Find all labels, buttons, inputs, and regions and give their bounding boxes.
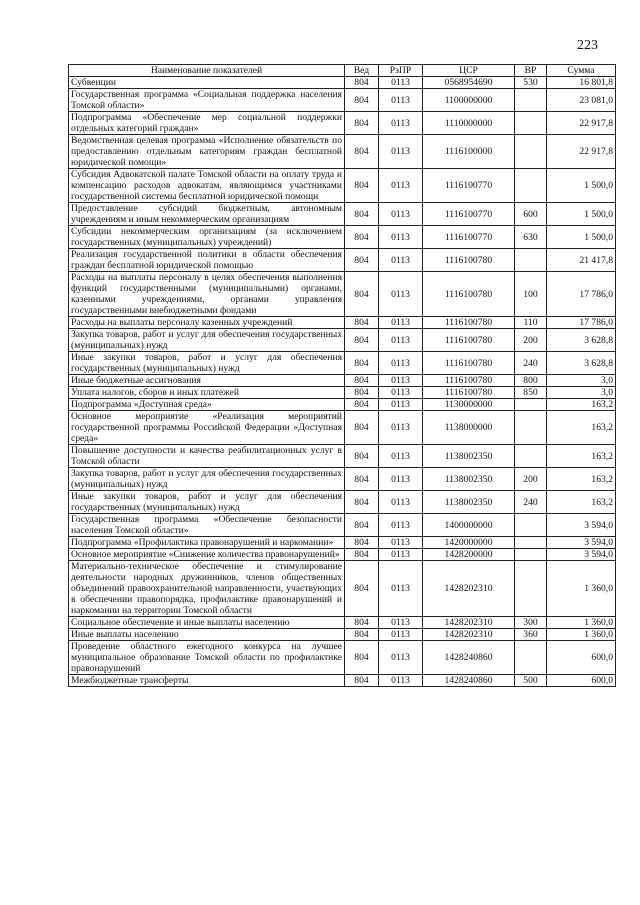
- cell-rzpr: 0113: [379, 375, 423, 387]
- table-row: [69, 629, 616, 641]
- cell-rzpr: 0113: [379, 491, 423, 514]
- cell-sum: 1 360,0: [547, 629, 616, 641]
- cell-name: Повышение доступности и качества реабилитационных услуг в Томской области: [69, 445, 345, 468]
- cell-vr: [515, 537, 547, 549]
- table-row: [69, 641, 616, 675]
- cell-ved: 804: [345, 89, 379, 112]
- cell-csr: 1428240860: [423, 675, 515, 687]
- cell-vr: 240: [515, 352, 547, 375]
- table-row: [69, 203, 616, 226]
- cell-sum: 1 360,0: [547, 617, 616, 629]
- table-row: [69, 411, 616, 445]
- table-row: [69, 317, 616, 329]
- budget-table: [68, 64, 616, 687]
- cell-vr: 360: [515, 629, 547, 641]
- header-ved: Вед: [345, 65, 379, 77]
- cell-name: Расходы на выплаты персоналу казенных учреждений: [69, 317, 345, 329]
- cell-ved: 804: [345, 491, 379, 514]
- cell-rzpr: 0113: [379, 675, 423, 687]
- cell-rzpr: 0113: [379, 226, 423, 249]
- header-rzpr: РзПР: [379, 65, 423, 77]
- cell-name: Иные бюджетные ассигнования: [69, 375, 345, 387]
- cell-rzpr: 0113: [379, 352, 423, 375]
- cell-csr: 1100000000: [423, 89, 515, 112]
- cell-csr: 1116100780: [423, 272, 515, 317]
- header-vr: ВР: [515, 65, 547, 77]
- cell-rzpr: 0113: [379, 411, 423, 445]
- cell-sum: 17 786,0: [547, 272, 616, 317]
- cell-csr: 1138002350: [423, 445, 515, 468]
- cell-sum: 3 594,0: [547, 549, 616, 561]
- header-csr: ЦСР: [423, 65, 515, 77]
- cell-sum: 1 500,0: [547, 203, 616, 226]
- cell-vr: 850: [515, 387, 547, 399]
- cell-name: Иные закупки товаров, работ и услуг для обеспечения государственных (муниципальных) нужд: [69, 352, 345, 375]
- table-row: [69, 169, 616, 203]
- cell-csr: 1110000000: [423, 112, 515, 135]
- cell-vr: 240: [515, 491, 547, 514]
- table-row: [69, 491, 616, 514]
- cell-csr: 1116100770: [423, 169, 515, 203]
- cell-vr: 800: [515, 375, 547, 387]
- cell-rzpr: 0113: [379, 561, 423, 617]
- table-row: [69, 387, 616, 399]
- cell-name: Межбюджетные трансферты: [69, 675, 345, 687]
- cell-sum: 3,0: [547, 375, 616, 387]
- cell-csr: 1130000000: [423, 399, 515, 411]
- cell-name: Иные выплаты населению: [69, 629, 345, 641]
- cell-csr: 1116100780: [423, 317, 515, 329]
- cell-rzpr: 0113: [379, 629, 423, 641]
- table-row: [69, 561, 616, 617]
- table-row: [69, 675, 616, 687]
- table-row: [69, 89, 616, 112]
- cell-ved: 804: [345, 675, 379, 687]
- cell-vr: [515, 112, 547, 135]
- cell-rzpr: 0113: [379, 537, 423, 549]
- cell-sum: 3 594,0: [547, 537, 616, 549]
- cell-vr: [515, 399, 547, 411]
- table-row: [69, 249, 616, 272]
- cell-ved: 804: [345, 468, 379, 491]
- cell-sum: 163,2: [547, 468, 616, 491]
- cell-sum: 600,0: [547, 675, 616, 687]
- cell-name: Уплата налогов, сборов и иных платежей: [69, 387, 345, 399]
- cell-name: Иные закупки товаров, работ и услуг для обеспечения государственных (муниципальных) нужд: [69, 491, 345, 514]
- table-header-row: [69, 65, 616, 77]
- cell-vr: 500: [515, 675, 547, 687]
- table-row: [69, 617, 616, 629]
- cell-sum: 163,2: [547, 411, 616, 445]
- table-row: [69, 445, 616, 468]
- cell-sum: 163,2: [547, 399, 616, 411]
- cell-vr: 100: [515, 272, 547, 317]
- cell-vr: [515, 411, 547, 445]
- cell-rzpr: 0113: [379, 203, 423, 226]
- table-row: [69, 352, 616, 375]
- cell-vr: 530: [515, 77, 547, 89]
- cell-name: Подпрограмма «Профилактика правонарушений и наркомании»: [69, 537, 345, 549]
- cell-csr: 1116100770: [423, 203, 515, 226]
- cell-vr: [515, 89, 547, 112]
- cell-ved: 804: [345, 352, 379, 375]
- cell-vr: 110: [515, 317, 547, 329]
- cell-ved: 804: [345, 169, 379, 203]
- cell-ved: 804: [345, 317, 379, 329]
- cell-vr: 600: [515, 203, 547, 226]
- cell-csr: 1428200000: [423, 549, 515, 561]
- cell-sum: 600,0: [547, 641, 616, 675]
- cell-csr: 0568954690: [423, 77, 515, 89]
- cell-ved: 804: [345, 561, 379, 617]
- cell-csr: 1116100780: [423, 249, 515, 272]
- cell-csr: 1428202310: [423, 617, 515, 629]
- cell-csr: 1116100770: [423, 226, 515, 249]
- cell-vr: [515, 249, 547, 272]
- table-row: [69, 514, 616, 537]
- cell-name: Реализация государственной политики в области обеспечения граждан бесплатной юридической помощью: [69, 249, 345, 272]
- cell-sum: 22 917,8: [547, 135, 616, 169]
- cell-rzpr: 0113: [379, 169, 423, 203]
- table-row: [69, 112, 616, 135]
- cell-ved: 804: [345, 411, 379, 445]
- cell-name: Государственная программа «Социальная поддержка населения Томской области»: [69, 89, 345, 112]
- header-sum: Сумма: [547, 65, 616, 77]
- cell-ved: 804: [345, 226, 379, 249]
- cell-vr: [515, 514, 547, 537]
- cell-name: Проведение областного ежегодного конкурса на лучшее муниципальное образование Томской области по профилактике правонарушений: [69, 641, 345, 675]
- table-row: [69, 77, 616, 89]
- cell-rzpr: 0113: [379, 135, 423, 169]
- cell-name: Субсидии некоммерческим организациям (за исключением государственных (муниципальных) учреждений): [69, 226, 345, 249]
- cell-csr: 1116100000: [423, 135, 515, 169]
- cell-rzpr: 0113: [379, 329, 423, 352]
- cell-ved: 804: [345, 617, 379, 629]
- cell-name: Подпрограмма «Доступная среда»: [69, 399, 345, 411]
- cell-csr: 1400000000: [423, 514, 515, 537]
- cell-csr: 1116100780: [423, 387, 515, 399]
- cell-name: Материально-техническое обеспечение и стимулирование деятельности народных дружинников, членов общественных объединений правоохранительной направленности, участвующих в обеспечении правопорядка, профилактике правонарушений и наркомании на территории Томской области: [69, 561, 345, 617]
- cell-csr: 1428202310: [423, 561, 515, 617]
- cell-csr: 1138000000: [423, 411, 515, 445]
- cell-rzpr: 0113: [379, 317, 423, 329]
- cell-name: Ведомственная целевая программа «Исполнение обязательств по предоставлению отдельным категориям граждан бесплатной юридической помощи»: [69, 135, 345, 169]
- cell-vr: [515, 135, 547, 169]
- cell-ved: 804: [345, 249, 379, 272]
- cell-csr: 1116100780: [423, 375, 515, 387]
- cell-name: Субвенции: [69, 77, 345, 89]
- cell-vr: [515, 169, 547, 203]
- cell-ved: 804: [345, 514, 379, 537]
- cell-name: Подпрограмма «Обеспечение мер социальной поддержки отдельных категорий граждан»: [69, 112, 345, 135]
- cell-rzpr: 0113: [379, 272, 423, 317]
- table-row: [69, 549, 616, 561]
- cell-ved: 804: [345, 112, 379, 135]
- cell-rzpr: 0113: [379, 77, 423, 89]
- table-row: [69, 135, 616, 169]
- cell-sum: 16 801,8: [547, 77, 616, 89]
- cell-sum: 1 360,0: [547, 561, 616, 617]
- page-number: 223: [577, 38, 598, 53]
- cell-name: Закупка товаров, работ и услуг для обеспечения государственных (муниципальных) нужд: [69, 468, 345, 491]
- cell-csr: 1428240860: [423, 641, 515, 675]
- cell-sum: 17 786,0: [547, 317, 616, 329]
- cell-rzpr: 0113: [379, 445, 423, 468]
- table-row: [69, 468, 616, 491]
- cell-sum: 1 500,0: [547, 169, 616, 203]
- cell-vr: [515, 445, 547, 468]
- cell-name: Расходы на выплаты персоналу в целях обеспечения выполнения функций государственными (муниципальными) органами, казенными учреждениями, органами управления государственными внебюджетными фондами: [69, 272, 345, 317]
- cell-csr: 1116100780: [423, 352, 515, 375]
- table-row: [69, 399, 616, 411]
- cell-csr: 1138002350: [423, 491, 515, 514]
- cell-name: Закупка товаров, работ и услуг для обеспечения государственных (муниципальных) нужд: [69, 329, 345, 352]
- cell-vr: 300: [515, 617, 547, 629]
- table-row: [69, 375, 616, 387]
- cell-ved: 804: [345, 135, 379, 169]
- cell-ved: 804: [345, 77, 379, 89]
- cell-vr: 630: [515, 226, 547, 249]
- header-name: Наименование показателей: [69, 65, 345, 77]
- cell-sum: 3 594,0: [547, 514, 616, 537]
- cell-sum: 3 628,8: [547, 329, 616, 352]
- cell-ved: 804: [345, 203, 379, 226]
- cell-rzpr: 0113: [379, 387, 423, 399]
- cell-rzpr: 0113: [379, 399, 423, 411]
- cell-sum: 3 628,8: [547, 352, 616, 375]
- cell-name: Государственная программа «Обеспечение безопасности населения Томской области»: [69, 514, 345, 537]
- table-row: [69, 272, 616, 317]
- cell-rzpr: 0113: [379, 514, 423, 537]
- table-row: [69, 537, 616, 549]
- cell-sum: 22 917,8: [547, 112, 616, 135]
- cell-vr: [515, 641, 547, 675]
- cell-name: Предоставление субсидий бюджетным, автономным учреждениям и иным некоммерческим организациям: [69, 203, 345, 226]
- cell-ved: 804: [345, 629, 379, 641]
- cell-ved: 804: [345, 445, 379, 468]
- cell-sum: 1 500,0: [547, 226, 616, 249]
- cell-name: Основное мероприятие «Снижение количества правонарушений»: [69, 549, 345, 561]
- cell-sum: 3,0: [547, 387, 616, 399]
- cell-ved: 804: [345, 399, 379, 411]
- cell-name: Социальное обеспечение и иные выплаты населению: [69, 617, 345, 629]
- cell-vr: 200: [515, 329, 547, 352]
- cell-name: Основное мероприятие «Реализация мероприятий государственной программы Российской Федерации «Доступная среда»: [69, 411, 345, 445]
- table-row: [69, 329, 616, 352]
- cell-ved: 804: [345, 272, 379, 317]
- cell-rzpr: 0113: [379, 112, 423, 135]
- cell-csr: 1420000000: [423, 537, 515, 549]
- cell-rzpr: 0113: [379, 89, 423, 112]
- cell-vr: [515, 549, 547, 561]
- cell-sum: 21 417,8: [547, 249, 616, 272]
- table-row: [69, 226, 616, 249]
- cell-ved: 804: [345, 329, 379, 352]
- cell-vr: 200: [515, 468, 547, 491]
- cell-name: Субсидия Адвокатской палате Томской области на оплату труда и компенсацию расходов адвокатам, являющимся участниками государственной системы бесплатной юридической помощи: [69, 169, 345, 203]
- cell-ved: 804: [345, 387, 379, 399]
- cell-sum: 23 081,0: [547, 89, 616, 112]
- cell-rzpr: 0113: [379, 549, 423, 561]
- cell-vr: [515, 561, 547, 617]
- table-body: [69, 77, 616, 687]
- cell-ved: 804: [345, 375, 379, 387]
- cell-ved: 804: [345, 549, 379, 561]
- cell-rzpr: 0113: [379, 249, 423, 272]
- cell-rzpr: 0113: [379, 468, 423, 491]
- cell-rzpr: 0113: [379, 641, 423, 675]
- cell-csr: 1138002350: [423, 468, 515, 491]
- cell-ved: 804: [345, 641, 379, 675]
- cell-sum: 163,2: [547, 491, 616, 514]
- cell-csr: 1116100780: [423, 329, 515, 352]
- cell-rzpr: 0113: [379, 617, 423, 629]
- cell-csr: 1428202310: [423, 629, 515, 641]
- cell-sum: 163,2: [547, 445, 616, 468]
- cell-ved: 804: [345, 537, 379, 549]
